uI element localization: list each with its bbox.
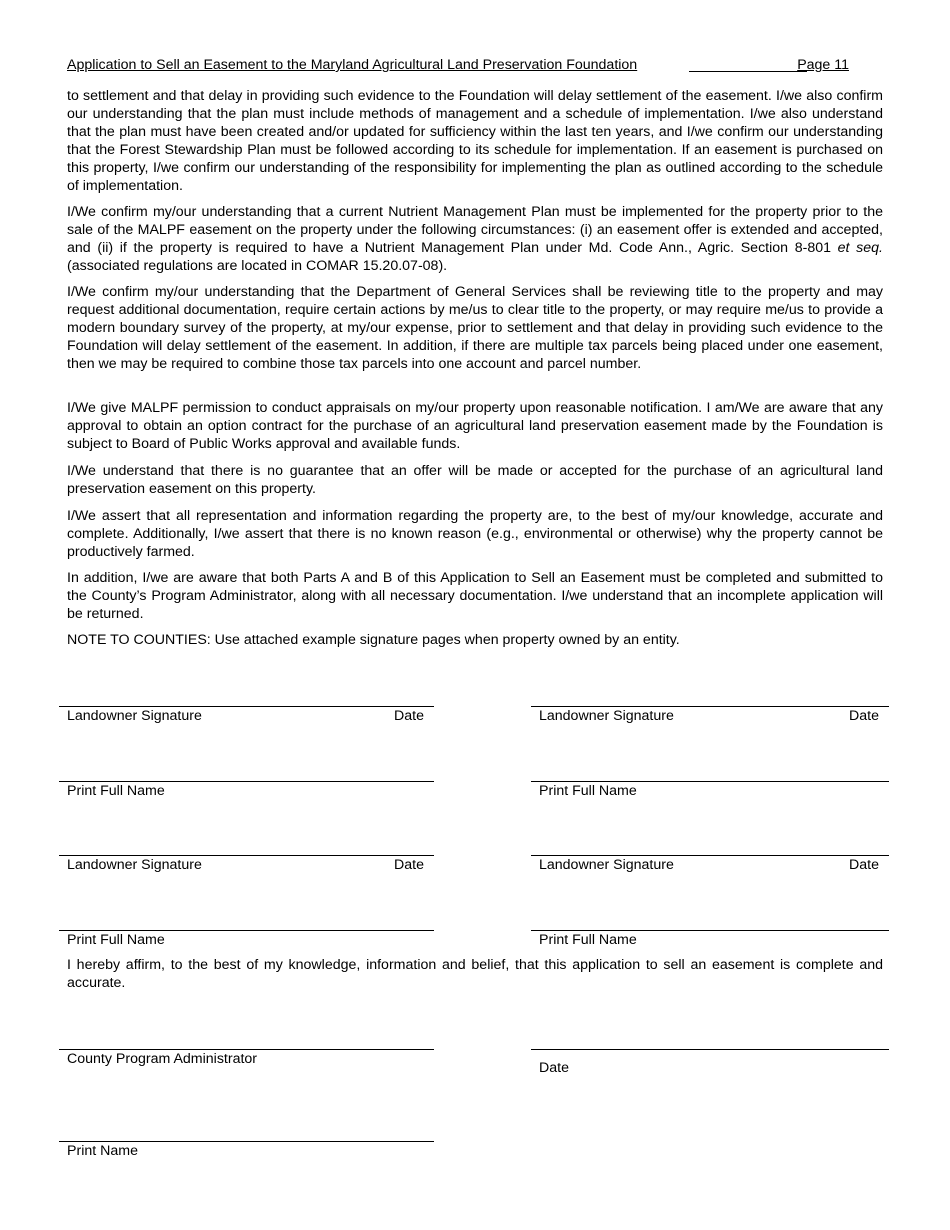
note-text: NOTE TO COUNTIES: Use attached example signature pages when property owned by an entity. — [67, 632, 680, 648]
date-label: Date — [394, 857, 424, 873]
landowner-signature-label: Landowner Signature — [67, 708, 202, 724]
affirmation-statement — [67, 957, 883, 993]
administrator-date-line[interactable] — [531, 1049, 889, 1050]
print-name-label: Print Name — [67, 1143, 138, 1159]
paragraph-title-review — [67, 284, 883, 374]
paragraph-text: to settlement and that delay in providing such evidence to the Foundation will delay settlement of the easement. I/we also confirm our understanding that the plan must include methods of management and a schedule of implementation. I/we also understand that the plan must have been created and/or updated for sufficiency within the last ten years, and I/we confirm our understanding that the Forest Stewardship Plan must be followed according to its schedule for implementation. If an easement is purchased on this property, I/we confirm our understanding of the responsibility for implementing the plan as outlined according to the schedule of implementation. — [67, 88, 883, 194]
date-label: Date — [849, 857, 879, 873]
paragraph-appraisals — [67, 400, 883, 454]
paragraph-forest-stewardship — [67, 88, 883, 195]
landowner-signature-label: Landowner Signature — [539, 857, 674, 873]
county-program-administrator-label: County Program Administrator — [67, 1051, 258, 1067]
paragraph-representation — [67, 508, 883, 562]
page-number: Page 11 — [797, 57, 849, 73]
paragraph-text — [67, 204, 883, 276]
paragraph-nutrient-management — [67, 204, 883, 276]
note-to-counties — [67, 632, 883, 650]
paragraph-text: In addition, I/we are aware that both Parts A and B of this Application to Sell an Easement must be completed and submitted to the County’s Program Administrator, along with all necessary documentation. I/we understand that an incomplete application will be returned. — [67, 570, 883, 622]
header-underline — [689, 71, 807, 72]
landowner-signature-label: Landowner Signature — [67, 857, 202, 873]
affirmation-text: I hereby affirm, to the best of my knowledge, information and belief, that this application to sell an easement is complete and accurate. — [67, 957, 883, 991]
paragraph-text: I/We confirm my/our understanding that the Department of General Services shall be reviewing title to the property and may request additional documentation, require certain actions by me/us to clear title to the property, or may require me/us to provide a modern boundary survey of the property, at my/our expense, prior to settlement and that delay in providing such evidence to the Foundation will delay settlement of the easement. In addition, if there are multiple tax parcels being placed under one easement, then we may be required to combine those tax parcels into one account and parcel number. — [67, 284, 883, 372]
paragraph-parts-a-b — [67, 570, 883, 624]
paragraph-text: I/We give MALPF permission to conduct appraisals on my/our property upon reasonable notification. I am/We are aware that any approval to obtain an option contract for the purchase of an agricultural land preservation easement made by the Foundation is subject to Board of Public Works approval and available funds. — [67, 400, 883, 452]
paragraph-no-guarantee — [67, 463, 883, 499]
document-title: Application to Sell an Easement to the Maryland Agricultural Land Preservation Foundation — [67, 57, 638, 73]
paragraph-text-part: (associated regulations are located in COMAR 15.20.07-08). — [67, 257, 448, 274]
administrator-date-label: Date — [539, 1060, 569, 1076]
paragraph-text-part: I/We confirm my/our understanding that a current Nutrient Management Plan must be implemented for the property prior to the sale of the MALPF easement on the property under the following circumstances: (i) an easement offer is extended and accepted, and (ii) if the property is required to have a Nutrient Management Plan under Md. Code Ann., Agric. Section 8-801 — [67, 204, 883, 256]
page-header — [67, 56, 849, 74]
print-full-name-label: Print Full Name — [67, 932, 165, 948]
paragraph-text: I/We understand that there is no guarantee that an offer will be made or accepted for the purchase of an agricultural land preservation easement on this property. — [67, 463, 883, 497]
paragraph-text: I/We assert that all representation and information regarding the property are, to the best of my/our knowledge, accurate and complete. Additionally, I/we assert that there is no known reason (e.g., environmental or otherwise) why the property cannot be productively farmed. — [67, 508, 883, 560]
italic-term: et seq. — [837, 239, 883, 256]
print-full-name-label: Print Full Name — [539, 932, 637, 948]
print-full-name-label: Print Full Name — [539, 783, 637, 799]
landowner-signature-label: Landowner Signature — [539, 708, 674, 724]
print-full-name-label: Print Full Name — [67, 783, 165, 799]
date-label: Date — [394, 708, 424, 724]
date-label: Date — [849, 708, 879, 724]
